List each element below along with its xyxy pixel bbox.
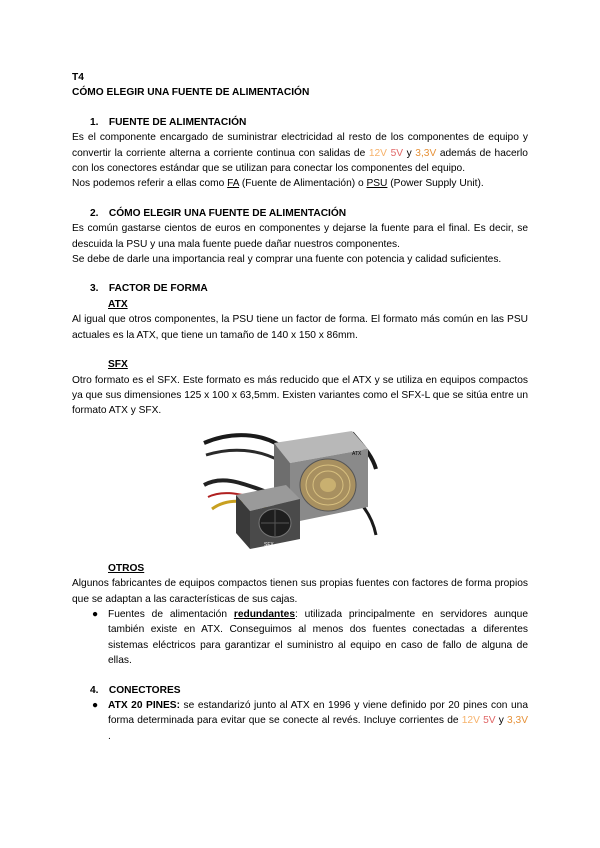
section-3-number: 3. [90,283,99,295]
bullet-icon: ● [92,608,99,620]
sfx-subheading: SFX [108,359,128,371]
section-1-paragraph-2 [72,176,528,191]
redundantes-text-a: Fuentes de alimentación [108,608,234,620]
section-2-heading [72,206,528,221]
s1-text-b: además de hacerlo con los conectores estándar que se utilizan para conectar los componentes del equipo. [72,147,528,175]
section-2-paragraph-1: Es común gastarse cientos de euros en componentes y dejarse la fuente para el final. Es decir, se descuida la PSU y una mala fuente puede dañar nuestros componentes. [72,223,528,250]
s4-end: . [108,730,111,742]
s1-p2-c: (Power Supply Unit). [387,178,484,190]
section-4-number: 4. [90,684,99,696]
psu-photo [202,425,378,549]
s1-text-a: Es el componente encargado de suministrar electricidad al resto de los componentes de equipo y convertir la corriente alterna a corriente continua con salidas de [72,132,528,159]
abbr-fa: FA [227,178,240,190]
atx-20-term: ATX 20 PINES: [108,699,180,711]
section-1-paragraph-1 [72,130,528,176]
connectors-list [72,698,528,744]
list-item-atx-20 [92,698,528,744]
sfx-paragraph: Otro formato es el SFX. Este formato es más reducido que el ATX y se utiliza en equipos compactos ya que sus dimensiones 125 x 100 x 63,5mm. Existen variantes como el SFX-L que se sitúa entre un formato ATX y SFX. [72,374,528,417]
voltage-5v: 5V [390,147,404,159]
redundantes-term: redundantes [233,608,295,620]
psu-illustration [202,425,378,549]
atx-paragraph: Al igual que otros componentes, la PSU tiene un factor de forma. El formato más común en las PSU actuales es la ATX, que tiene un tamaño de 140 x 150 x 86mm. [72,314,528,341]
redundantes-text-b: : utilizada principalmente en servidores aunque también existe en ATX. Conseguimos al menos dos fuentes conectadas a diferentes sistemas eléctricos para garantizar el suministro al equipo en caso de fallo de alguna de ellas. [108,608,528,667]
doc-code: T4 [72,72,84,83]
section-4-title: CONECTORES [108,684,181,696]
section-2-title: CÓMO ELEGIR UNA FUENTE DE ALIMENTACIÓN [108,207,347,219]
otros-subheading: OTROS [108,562,145,574]
document-page [72,70,528,744]
s1-and: y [403,147,416,159]
atx-subheading: ATX [108,298,128,310]
image-label-sfx: SFX [264,541,274,548]
voltage-12v: 12V [368,147,387,159]
voltage-3v3: 3,3V [415,147,437,159]
section-3-title: FACTOR DE FORMA [108,283,208,295]
s1-p2-a: Nos podemos referir a ellas como [72,178,228,190]
abbr-psu: PSU [366,178,388,190]
s1-p2-b: (Fuente de Alimentación) o [239,178,367,190]
atx-20-text: se estandarizó junto al ATX en 1996 y viene definido por 20 pines con una forma determinada para evitar que se conecte al revés. Incluye corrientes de [108,699,528,727]
section-2-number: 2. [90,207,99,219]
list-item-redundantes [92,607,528,669]
s4-and: y [495,715,508,727]
image-label-atx: ATX [352,450,362,457]
section-1-title: FUENTE DE ALIMENTACIÓN [108,116,247,128]
otros-list [72,607,528,669]
section-1-heading [72,115,528,130]
section-4-heading [72,683,528,698]
voltage-5v-s4: 5V [483,715,496,727]
section-1-number: 1. [90,116,99,128]
voltage-3v3-s4: 3,3V [507,715,528,727]
voltage-12v-s4: 12V [461,715,480,727]
section-3-heading [72,281,528,296]
doc-title: CÓMO ELEGIR UNA FUENTE DE ALIMENTACIÓN [72,87,310,99]
otros-paragraph: Algunos fabricantes de equipos compactos tienen sus propias fuentes con factores de forma propios que se adaptan a las características de sus cajas. [72,578,528,605]
section-2-paragraph-2: Se debe de darle una importancia real y comprar una fuente con potencia y calidad suficientes. [72,254,502,266]
bullet-icon: ● [92,699,99,711]
